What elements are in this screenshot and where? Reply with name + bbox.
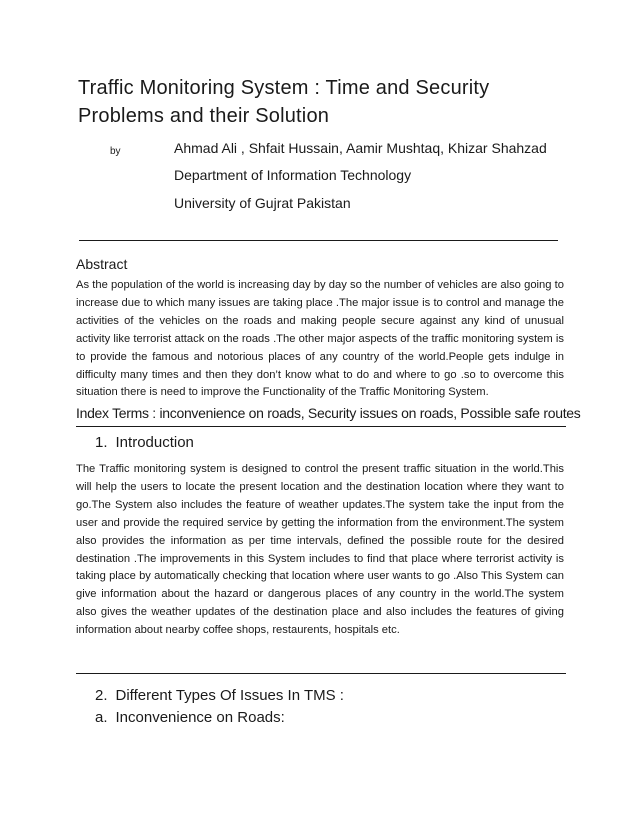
introduction-text: The Traffic monitoring system is designed to control the present traffic situation in the world.This will help the users to locate the present location and the destination location where they want to go.The System also includes the feature of weather updates.The system take the input from the user and provide the required service by getting the information from the environment.The system also provides the information as per time intervals, defined the possible route for the desired destination .The improvements in this System includes to find that place where terrorist activity is taking place by automatically checking that location where user wants to go .Also This System can give information about the hazard or dangerous places of any country in the world.The system also gives the weather updates of the destination place and also includes the features of giving information about nearby coffee shops, restaurents, hospitals etc. <box>76 463 564 637</box>
department: Department of Information Technology <box>174 167 412 183</box>
divider-rule <box>76 673 566 674</box>
paper-title: Traffic Monitoring System : Time and Security Problems and their Solution <box>78 77 490 127</box>
abstract-heading: Abstract <box>76 256 128 272</box>
author-list: Ahmad Ali , Shfait Hussain, Aamir Mushtaq, Khizar Shahzad <box>174 140 547 156</box>
divider-rule <box>79 240 558 241</box>
university: University of Gujrat Pakistan <box>174 195 351 211</box>
subsection-title: Inconvenience on Roads: <box>115 709 285 726</box>
subsection-number: a. <box>95 709 108 726</box>
subsection-heading-inconvenience <box>95 709 285 726</box>
section-heading-issues <box>95 687 344 704</box>
section-title: Introduction <box>115 434 194 451</box>
section-heading-introduction <box>95 434 194 451</box>
by-label: by <box>110 146 121 157</box>
section-number: 1. <box>95 434 108 451</box>
divider-rule <box>76 426 566 427</box>
section-title: Different Types Of Issues In TMS : <box>115 687 344 704</box>
index-terms: Index Terms : inconvenience on roads, Security issues on roads, Possible safe routes <box>76 405 581 421</box>
section-number: 2. <box>95 687 108 704</box>
abstract-text: As the population of the world is increasing day by day so the number of vehicles are also going to increase due to which many issues are taking place .The major issue is to control and manage the activities of the vehicles on the roads and making people secure against any kind of unusual activity like terrorist attack on the roads .The other major aspects of the traffic monitoring system is to provide the famous and notorious places of any country of the world.People gets indulge in difficulty many times and then they don’t know what to do and where to go .so to overcome this situation there is need to improve the Functionality of the Traffic Monitoring System. <box>76 279 564 399</box>
